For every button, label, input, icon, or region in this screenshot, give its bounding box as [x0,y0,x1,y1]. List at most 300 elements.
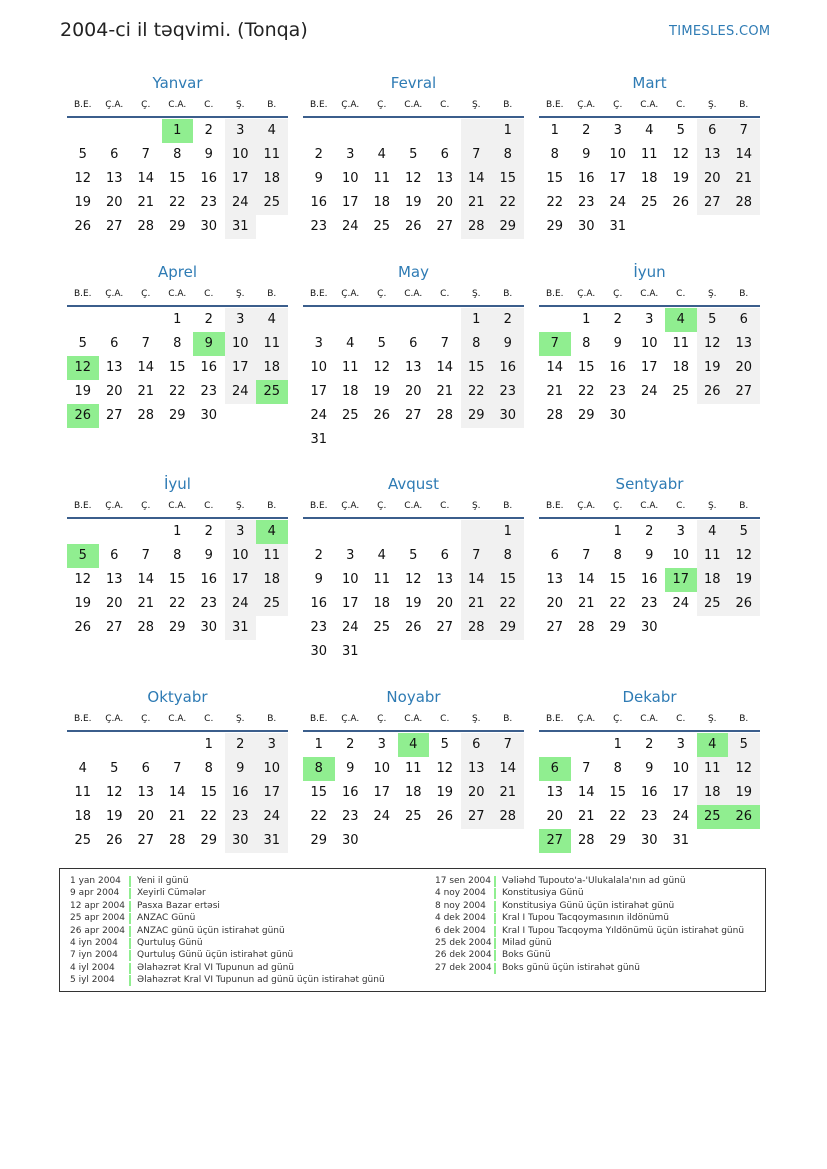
legend-holiday-name: Əlahəzrət Kral VI Tupunun ad günü [137,962,294,973]
week-row [303,143,524,167]
empty-day-cell [67,119,99,143]
day-cell: 29 [492,616,524,640]
day-cell: 26 [404,620,422,635]
day-cell: 6 [461,733,493,757]
day-cell: 10 [225,544,257,568]
day-cell: 28 [168,833,186,848]
day-cell: 26 [697,380,729,404]
legend-item [70,900,385,912]
day-cell: 23 [200,195,218,210]
month-name: Avqust [388,475,439,493]
day-cell: 6 [550,548,559,563]
day-cell: 11 [256,332,288,356]
weekday-label: Ç.A. [105,289,124,299]
day-cell: 8 [173,147,182,162]
day-cell: 5 [728,733,760,757]
empty-day-cell [461,520,493,544]
day-cell: 16 [200,572,218,587]
week-row [303,356,524,380]
day-cell: 29 [168,219,186,234]
day-cell: 10 [672,548,690,563]
empty-day-cell [303,308,335,332]
day-cell: 18 [256,356,288,380]
week-row [67,356,288,380]
day-cell: 26 [74,620,92,635]
week-row [303,592,524,616]
weekday-header [303,95,524,118]
weekday-label: B.E. [309,100,328,110]
day-cell: 22 [200,809,218,824]
day-cell: 26 [672,195,690,210]
day-cell: 26 [74,219,92,234]
weekday-label: B. [503,714,513,724]
day-cell: 17 [640,360,658,375]
day-cell: 9 [204,147,213,162]
day-cell: 18 [640,171,658,186]
day-cell: 28 [137,219,155,234]
legend-marker [129,963,131,974]
brand-link[interactable]: TIMESLES.COM [669,24,771,39]
day-cell: 22 [461,380,493,404]
day-cell: 1 [582,312,591,327]
day-cell: 25 [672,384,690,399]
weekday-label: Ç. [141,501,151,511]
legend-date: 27 dek 2004 [435,962,492,973]
day-cell: 6 [110,147,119,162]
day-cell: 4 [377,548,386,563]
weekday-label: Ç.A. [341,501,360,511]
week-row [67,404,288,428]
day-cell: 20 [546,596,564,611]
day-cell: 10 [640,336,658,351]
weekday-label: C. [676,714,686,724]
week-row [67,380,288,404]
legend-holiday-name: Konstitusiya Günü üçün istirahət günü [502,900,675,911]
empty-day-cell [398,520,430,544]
day-cell: 29 [168,408,186,423]
month-8 [303,472,524,664]
empty-day-cell [728,829,760,853]
weekday-label: Ç. [141,100,151,110]
week-row [67,191,288,215]
day-cell: 8 [173,336,182,351]
day-cell: 6 [141,761,150,776]
week-row [303,520,524,544]
empty-day-cell [335,520,367,544]
day-cell: 29 [546,219,564,234]
day-cell: 13 [546,572,564,587]
day-cell: 19 [74,384,92,399]
day-cell: 17 [341,195,359,210]
weekday-label: C.A. [404,100,423,110]
day-cell: 30 [341,833,359,848]
day-cell: 8 [173,548,182,563]
day-cell: 18 [256,167,288,191]
day-cell: 12 [404,171,422,186]
empty-day-cell [539,308,571,332]
day-cell: 2 [582,123,591,138]
day-cell: 9 [582,147,591,162]
day-cell: 19 [105,809,123,824]
day-cell: 21 [492,781,524,805]
week-row [303,428,524,452]
day-cell: 7 [582,761,591,776]
weekday-label: Ç.A. [577,501,596,511]
day-cell: 10 [341,572,359,587]
week-row [67,568,288,592]
day-cell: 27 [105,408,123,423]
week-row [539,308,760,332]
day-cell: 1 [550,123,559,138]
week-row [539,215,760,239]
weekday-label: B.E. [545,714,564,724]
empty-day-cell [665,215,697,239]
day-cell: 23 [310,620,328,635]
empty-day-cell [634,404,666,428]
day-cell: 22 [609,596,627,611]
weekday-label: Ş. [707,100,717,110]
weekday-label: Ş. [471,289,481,299]
day-cell: 2 [346,737,355,752]
week-row [303,308,524,332]
day-cell: 14 [461,167,493,191]
weekday-label: Ş. [471,100,481,110]
week-row [303,544,524,568]
day-cell: 23 [492,380,524,404]
month-name: May [397,263,429,281]
month-10 [67,685,288,853]
legend-item [435,875,744,887]
empty-day-cell [461,829,493,853]
weekday-label: Ç.A. [341,289,360,299]
week-row [67,781,288,805]
empty-day-cell [665,616,697,640]
day-cell: 20 [404,384,422,399]
day-cell: 22 [609,809,627,824]
day-cell: 8 [550,147,559,162]
empty-day-cell [539,733,571,757]
empty-day-cell [366,308,398,332]
weekday-label: B. [267,501,277,511]
day-cell: 16 [640,785,658,800]
empty-day-cell [492,428,524,452]
empty-day-cell [256,404,288,428]
day-cell: 3 [225,520,257,544]
weekday-label: B.E. [73,714,92,724]
day-cell: 21 [728,167,760,191]
empty-day-cell [366,520,398,544]
empty-day-cell [429,640,461,664]
weekday-header [303,496,524,519]
day-cell: 21 [577,809,595,824]
day-cell: 2 [613,312,622,327]
empty-day-cell [398,308,430,332]
day-cell: 31 [609,219,627,234]
weekday-label: B. [739,714,749,724]
day-cell: 9 [314,572,323,587]
weekday-label: Ş. [235,501,245,511]
legend-marker [494,938,496,949]
day-cell: 19 [373,384,391,399]
legend-item [435,949,744,961]
week-row [67,119,288,143]
day-cell: 17 [256,781,288,805]
week-row [539,119,760,143]
empty-day-cell [67,520,99,544]
weekday-label: Ç.A. [577,100,596,110]
holiday-day-cell: 12 [67,356,99,380]
legend-column-right [435,875,744,974]
day-cell: 9 [645,548,654,563]
holiday-legend [59,868,766,992]
week-row [539,733,760,757]
legend-item [70,925,385,937]
day-cell: 17 [225,356,257,380]
weekday-label: C. [204,100,214,110]
week-row [539,544,760,568]
day-cell: 25 [697,592,729,616]
day-cell: 23 [225,805,257,829]
day-cell: 22 [168,195,186,210]
day-cell: 3 [256,733,288,757]
empty-day-cell [728,616,760,640]
day-cell: 22 [168,384,186,399]
day-cell: 16 [225,781,257,805]
day-cell: 24 [672,809,690,824]
day-cell: 14 [492,757,524,781]
day-cell: 4 [78,761,87,776]
day-cell: 14 [137,572,155,587]
day-cell: 29 [461,404,493,428]
day-cell: 29 [168,620,186,635]
holiday-day-cell: 25 [697,805,729,829]
day-cell: 21 [461,191,493,215]
weekday-label: C.A. [168,289,187,299]
weekday-label: Ş. [471,714,481,724]
day-cell: 14 [461,568,493,592]
day-cell: 1 [613,737,622,752]
legend-holiday-name: Milad günü [502,937,552,948]
week-row [303,733,524,757]
empty-day-cell [99,308,131,332]
month-1 [67,71,288,239]
day-cell: 5 [409,147,418,162]
day-cell: 10 [225,143,257,167]
day-cell: 12 [74,572,92,587]
day-cell: 31 [225,215,257,239]
weekday-label: C.A. [168,100,187,110]
weekday-label: Ç.A. [577,714,596,724]
legend-marker [129,926,131,937]
empty-day-cell [335,428,367,452]
week-row [539,616,760,640]
day-cell: 18 [404,785,422,800]
empty-day-cell [728,215,760,239]
day-cell: 27 [137,833,155,848]
day-cell: 12 [672,147,690,162]
day-cell: 31 [256,829,288,853]
week-row [303,215,524,239]
day-cell: 14 [168,785,186,800]
day-cell: 19 [697,356,729,380]
day-cell: 23 [341,809,359,824]
empty-day-cell [162,733,194,757]
day-cell: 7 [728,119,760,143]
legend-marker [129,950,131,961]
empty-day-cell [697,616,729,640]
week-row [539,356,760,380]
weekday-label: Ş. [235,100,245,110]
week-row [67,544,288,568]
week-row [539,404,760,428]
legend-date: 4 iyl 2004 [70,962,115,973]
weekday-label: B. [503,289,513,299]
day-cell: 9 [225,757,257,781]
week-row [303,616,524,640]
day-cell: 27 [546,620,564,635]
weekday-label: C.A. [640,289,659,299]
weekday-header [539,95,760,118]
day-cell: 24 [256,805,288,829]
day-cell: 18 [697,781,729,805]
day-cell: 24 [225,380,257,404]
day-cell: 16 [492,356,524,380]
day-cell: 30 [492,404,524,428]
day-cell: 30 [640,620,658,635]
week-row [67,308,288,332]
day-cell: 23 [609,384,627,399]
day-cell: 3 [314,336,323,351]
week-row [303,757,524,781]
holiday-day-cell: 25 [256,380,288,404]
weekday-label: C.A. [404,714,423,724]
weekday-header [67,496,288,519]
empty-day-cell [67,308,99,332]
day-cell: 11 [697,544,729,568]
week-row [67,215,288,239]
month-name: İyun [633,263,666,281]
day-cell: 1 [173,524,182,539]
day-cell: 12 [404,572,422,587]
empty-day-cell [429,428,461,452]
day-cell: 16 [341,785,359,800]
day-cell: 21 [461,592,493,616]
weekday-label: C. [204,501,214,511]
holiday-day-cell: 5 [67,544,99,568]
day-cell: 6 [110,548,119,563]
day-cell: 6 [440,548,449,563]
day-cell: 24 [225,592,257,616]
day-cell: 29 [200,833,218,848]
day-cell: 27 [461,805,493,829]
day-cell: 30 [577,219,595,234]
weekday-header [539,709,760,732]
empty-day-cell [634,215,666,239]
month-12 [539,685,760,853]
day-cell: 28 [461,616,493,640]
week-row [539,332,760,356]
day-cell: 19 [728,568,760,592]
empty-day-cell [130,520,162,544]
day-cell: 22 [492,592,524,616]
weekday-label: B.E. [309,714,328,724]
week-row [67,592,288,616]
day-cell: 8 [582,336,591,351]
day-cell: 30 [200,620,218,635]
day-cell: 4 [346,336,355,351]
week-row [539,805,760,829]
day-cell: 1 [492,520,524,544]
day-cell: 23 [577,195,595,210]
weekday-label: C.A. [640,714,659,724]
day-cell: 15 [609,785,627,800]
day-cell: 22 [577,384,595,399]
legend-item [70,949,385,961]
legend-date: 4 iyn 2004 [70,937,118,948]
weekday-label: B. [503,501,513,511]
day-cell: 18 [672,360,690,375]
day-cell: 1 [173,312,182,327]
day-cell: 14 [728,143,760,167]
day-cell: 13 [137,785,155,800]
day-cell: 28 [436,408,454,423]
week-row [67,733,288,757]
day-cell: 27 [105,620,123,635]
empty-day-cell [256,616,288,640]
day-cell: 3 [676,737,685,752]
day-cell: 27 [728,380,760,404]
holiday-day-cell: 7 [539,332,571,356]
weekday-header [67,709,288,732]
day-cell: 19 [404,195,422,210]
day-cell: 13 [436,171,454,186]
page-title: 2004-ci il təqvimi. (Tonqa) [60,19,308,41]
weekday-label: Ç. [613,100,623,110]
legend-holiday-name: Kral I Tupou Tacqoyma Yıldönümü üçün istirahət günü [502,925,745,936]
empty-day-cell [398,829,430,853]
weekday-label: C. [676,100,686,110]
weekday-header [303,709,524,732]
day-cell: 11 [404,761,422,776]
month-name: Dekabr [622,688,677,706]
holiday-day-cell: 17 [665,568,697,592]
day-cell: 15 [200,785,218,800]
day-cell: 31 [310,432,328,447]
day-cell: 26 [436,809,454,824]
day-cell: 20 [105,195,123,210]
day-cell: 15 [310,785,328,800]
day-cell: 24 [310,408,328,423]
day-cell: 29 [577,408,595,423]
weekday-label: B. [739,289,749,299]
week-row [539,143,760,167]
day-cell: 24 [225,191,257,215]
legend-date: 1 yan 2004 [70,876,121,886]
weekday-label: Ş. [235,289,245,299]
day-cell: 29 [609,620,627,635]
legend-date: 25 apr 2004 [70,913,126,924]
day-cell: 16 [200,171,218,186]
day-cell: 5 [110,761,119,776]
day-cell: 5 [377,336,386,351]
weekday-label: B. [267,714,277,724]
legend-holiday-name: Vəliəhd Tupouto'a-'Ulukalala'nın ad günü [502,876,686,886]
day-cell: 6 [728,308,760,332]
week-row [539,757,760,781]
weekday-label: Ç. [141,714,151,724]
weekday-label: Ç. [377,289,387,299]
day-cell: 1 [492,119,524,143]
